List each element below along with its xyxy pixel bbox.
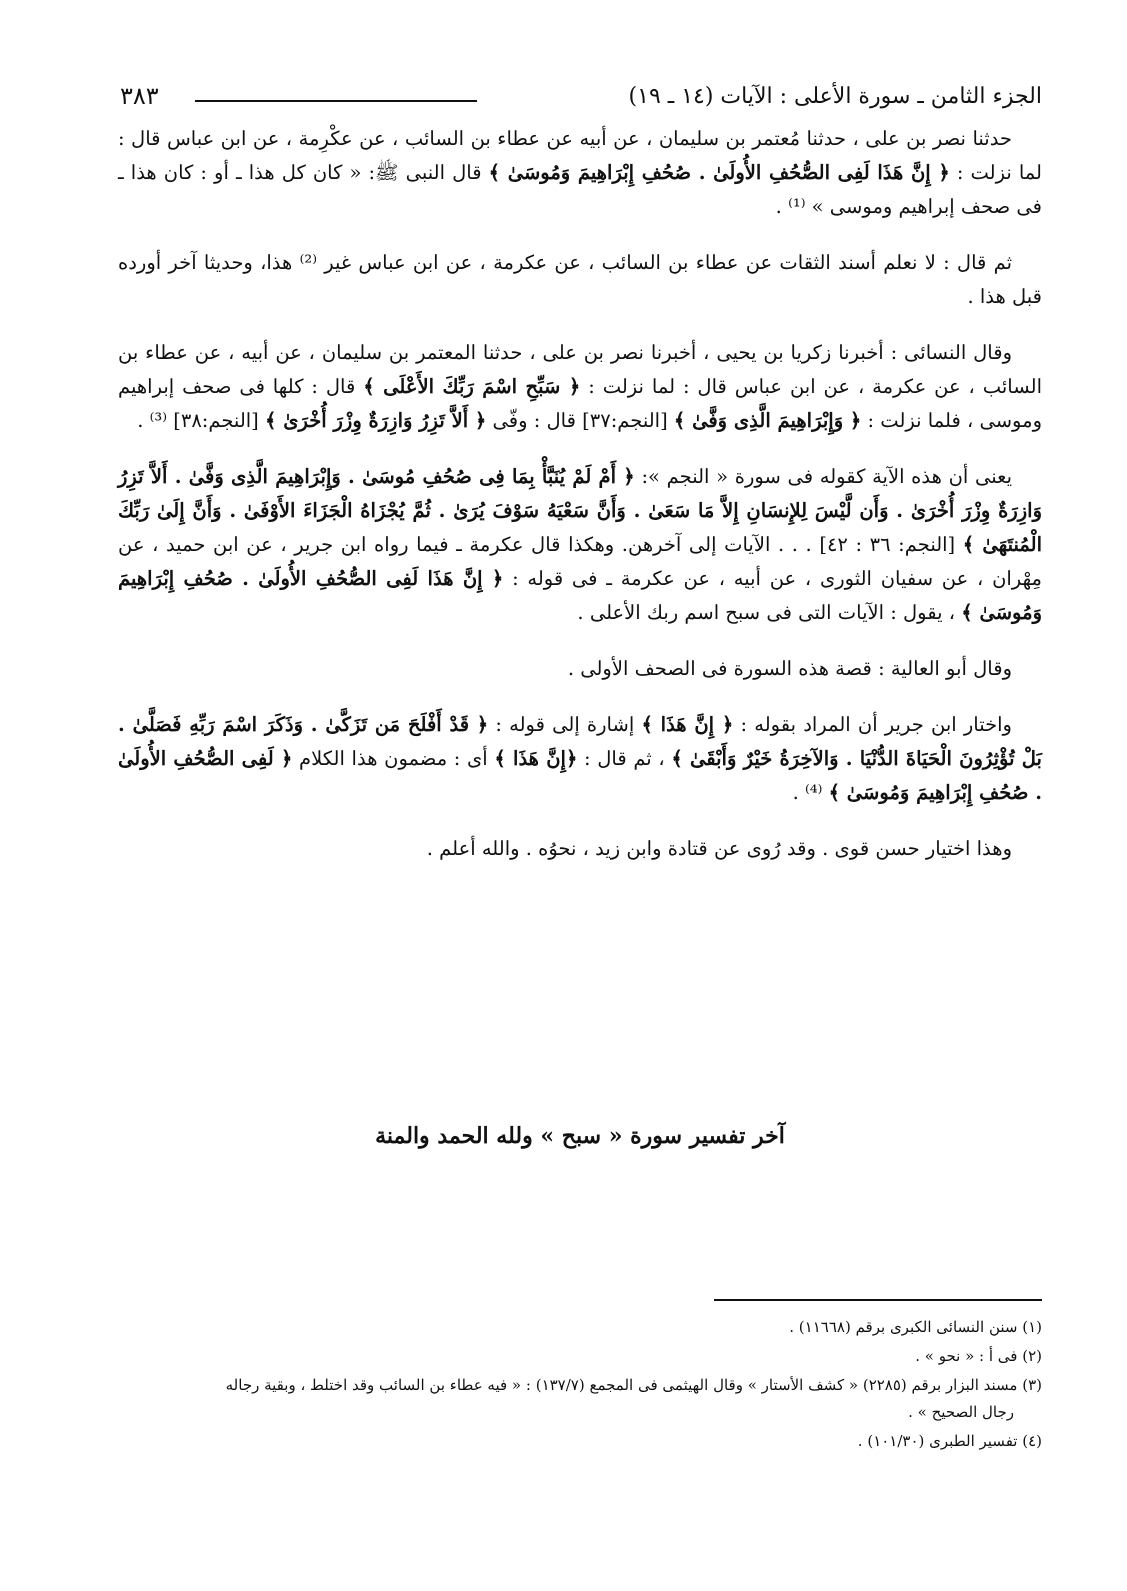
footnote-text: (٢) فى أ : « نحو » . [915, 1347, 1042, 1365]
text-segment: [النجم: ٣٦ : ٤٢] . . . الآيات إلى آخرهن. وهكذا قال عكرمة ـ فيما رواه ابن جرير ، عن ابن حميد ، عن مِهْران ، عن سفيان الثورى ، عن أبيه ، عن عكرمة ـ فى قوله : [118, 533, 1042, 590]
quran-quote: ﴿ وَإِبْرَاهِيمَ الَّذِى وَفَّىٰ ﴾ [673, 409, 862, 432]
quran-quote: ﴿إِنَّ هَذَا ﴾ [494, 747, 578, 770]
text-segment: ثم قال : لا نعلم أسند الثقات عن عطاء بن السائب ، عن عكرمة ، عن ابن عباس غير ⁽²⁾ هذا، وحديثا آخر أورده قبل هذا . [118, 251, 1042, 308]
header-rule [195, 100, 477, 102]
footnote-1 [118, 1314, 1042, 1341]
quran-quote: ﴿ أَلاَّ تَزِرُ وَازِرَةٌ وِزْرَ أُخْرَىٰ ﴾ [264, 409, 487, 432]
footnotes [118, 1314, 1042, 1457]
footnote-text: (١) سنن النسائى الكبرى برقم (١١٦٦٨) . [789, 1318, 1042, 1336]
footnote-4 [118, 1428, 1042, 1455]
paragraph-7 [118, 832, 1042, 866]
footnote-rule [714, 1299, 1042, 1301]
quran-quote: ﴿ أَمْ لَمْ يُنَبَّأْ بِمَا فِى صُحُفِ مُوسَىٰ . وَإِبْرَاهِيمَ الَّذِى وَفَّىٰ . أَلاَّ تَزِرُ وَازِرَةٌ وِزْرَ أُخْرَىٰ . وَأَن لَّيْسَ لِلإِنسَانِ إِلاَّ مَا سَعَىٰ . وَأَنَّ سَعْيَهُ سَوْفَ يُرَىٰ . ثُمَّ يُجْزَاهُ الْجَزَاءَ الأَوْفَىٰ . وَأَنَّ إِلَىٰ رَبِّكَ الْمُنتَهَىٰ ﴾ [118, 465, 1043, 556]
text-segment: قال : كلها فى صحف إبراهيم وموسى ، فلما نزلت : [118, 375, 1042, 432]
footnote-text: (٤) تفسير الطبرى (١٠١/٣٠) . [857, 1432, 1042, 1450]
quran-quote: ﴿ سَبِّحِ اسْمَ رَبِّكَ الأَعْلَى ﴾ [363, 375, 581, 398]
text-segment: ⁽⁴⁾ . [792, 781, 829, 804]
text-segment: ، ثم قال : [577, 747, 672, 770]
text-segment: [النجم:٣٨] ⁽³⁾ . [137, 409, 265, 432]
quran-quote: ﴿ إِنَّ هَذَا لَفِى الصُّحُفِ الأُولَىٰ . صُحُفِ إِبْرَاهِيمَ وَمُوسَىٰ ﴾ [488, 161, 950, 184]
text-segment: وقال النسائى : أخبرنا زكريا بن يحيى ، أخبرنا نصر بن على ، حدثنا المعتمر بن سليمان ، عن أبيه ، عن عطاء بن السائب ، عن عكرمة ، عن ابن عباس قال : لما نزلت : [118, 341, 1042, 398]
text-segment: وهذا اختيار حسن قوى . وقد رُوى عن قتادة وابن زيد ، نحوُه . والله أعلم . [426, 837, 1012, 860]
text-segment: وقال أبو العالية : قصة هذه السورة فى الصحف الأولى . [567, 657, 1012, 680]
running-header [120, 78, 1042, 118]
paragraph-1 [118, 122, 1042, 224]
text-segment: يعنى أن هذه الآية كقوله فى سورة « النجم »: [634, 465, 1013, 488]
page-number: ٣٨٣ [120, 82, 159, 110]
text-segment: [النجم:٣٧] قال : وفّى [486, 409, 674, 432]
main-text [118, 122, 1042, 888]
quran-quote: ﴿ قَدْ أَفْلَحَ مَن تَزَكَّىٰ . وَذَكَرَ اسْمَ رَبِّهِ فَصَلَّىٰ . بَلْ تُؤْثِرُونَ الْحَيَاةَ الدُّنْيَا . وَالآخِرَةُ خَيْرٌ وَأَبْقَىٰ ﴾ [118, 713, 1042, 770]
text-segment: إشارة إلى قوله : [488, 713, 642, 736]
paragraph-2 [118, 246, 1042, 314]
paragraph-3 [118, 336, 1042, 438]
header-title: الجزء الثامن ـ سورة الأعلى : الآيات (١٤ ـ ١٩) [628, 84, 1042, 109]
footnote-2 [118, 1343, 1042, 1370]
quran-quote: ﴿ إِنَّ هَذَا ﴾ [641, 713, 734, 736]
footnote-text-continued: رجال الصحيح » . [908, 1403, 1014, 1421]
text-segment: واختار ابن جرير أن المراد بقوله : [733, 713, 1012, 736]
quran-quote: ﴿ إِنَّ هَذَا لَفِى الصُّحُفِ الأُولَىٰ . صُحُفِ إِبْرَاهِيمَ وَمُوسَىٰ ﴾ [118, 567, 1042, 624]
footnote-3 [118, 1372, 1042, 1426]
footnote-text: (٣) مسند البزار برقم (٢٢٨٥) « كشف الأستار » وقال الهيثمى فى المجمع (١٣٧/٧) : « فيه عطاء بن السائب وقد اختلط ، وبقية رجاله [225, 1376, 1042, 1394]
text-segment: حدثنا نصر بن على ، حدثنا مُعتمر بن سليمان ، عن أبيه عن عطاء بن السائب ، عن عكْرِمة ، عن ابن عباس قال : لما نزلت : [118, 127, 1043, 184]
text-segment: قال النبى ﷺ: « كان كل هذا ـ أو : كان هذا ـ فى صحف إبراهيم وموسى » ⁽¹⁾ . [118, 161, 1042, 218]
closing-line: آخر تفسير سورة « سبح » ولله الحمد والمنة [375, 1123, 785, 1149]
paragraph-5 [118, 652, 1042, 686]
text-segment: أى : مضمون هذا الكلام [292, 747, 495, 770]
paragraph-6 [118, 708, 1042, 810]
paragraph-4 [118, 460, 1042, 630]
text-segment: ، يقول : الآيات التى فى سبح اسم ربك الأعلى . [577, 601, 962, 624]
quran-quote: ﴿ لَفِى الصُّحُفِ الأُولَىٰ . صُحُفِ إِبْرَاهِيمَ وَمُوسَىٰ ﴾ [118, 747, 1042, 804]
